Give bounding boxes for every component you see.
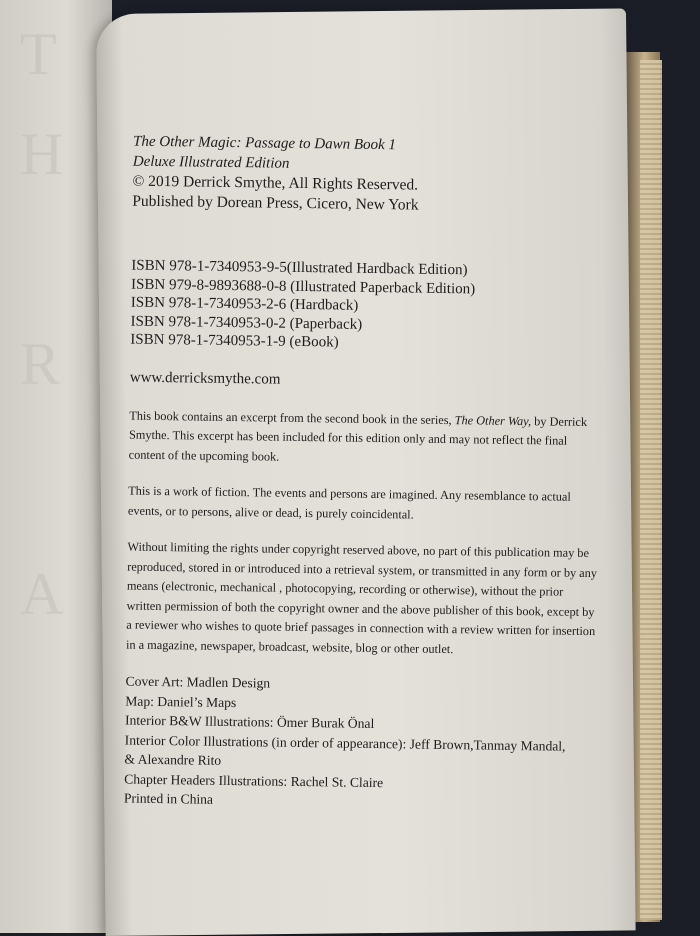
credit-bw-illustrations: Interior B&W Illustrations: Ömer Burak Önal (124, 713, 375, 732)
isbn-item: ISBN 978-1-7340953-2-6 (Hardback) (130, 294, 359, 314)
left-page-ghost-letter: T (20, 21, 57, 87)
excerpt-note-part2: by Derrick Smythe. This excerpt has been included for this edition only and may not reflect the final content of the upcoming book. (128, 414, 588, 464)
isbn-item: ISBN 978-1-7340953-0-2 (Paperback) (130, 313, 363, 333)
website-url: www.derricksmythe.com (129, 369, 281, 388)
printed-in: Printed in China (123, 791, 214, 808)
excerpt-note (129, 407, 600, 472)
credit-map: Map: Daniel’s Maps (125, 693, 237, 711)
left-page-ghost-letter: H (20, 121, 64, 187)
isbn-item: ISBN 978-1-7340953-1-9 (eBook) (130, 331, 339, 351)
excerpt-book-title: The Other Way, (454, 413, 532, 429)
book-page-edges (640, 60, 662, 920)
rights-notice: Without limiting the rights under copyright reserved above, no part of this publication may be reproduced, stored in or introduced into a retrieval system, or transmitted in any form or by any means (electronic, mechanical , photocopying, recording or otherwise), without the prior written permission of both the copyright owner and the above publisher of this book, except by a reviewer who wishes to quote brief passages in connection with a review written for insertion in a magazine, newspaper, broadcast, website, blog or other outlet. (125, 540, 598, 657)
edition-title: Deluxe Illustrated Edition (132, 153, 290, 172)
isbn-item: ISBN 978-1-7340953-9-5(Illustrated Hardback Edition) (131, 257, 468, 279)
credit-cover-art: Cover Art: Madlen Design (125, 674, 271, 692)
publisher-line: Published by Dorean Press, Cicero, New York (132, 192, 419, 214)
excerpt-note-part1: This book contains an excerpt from the second book in the series, (129, 408, 455, 428)
copyright-line: © 2019 Derrick Smythe, All Rights Reserved. (132, 172, 419, 194)
copyright-page (96, 8, 636, 935)
left-page (0, 0, 112, 933)
left-page-ghost-letter: R (20, 331, 61, 397)
copyright-text-block (124, 132, 603, 815)
isbn-item: ISBN 979-8-9893688-0-8 (Illustrated Paperback Edition) (130, 276, 476, 297)
left-page-ghost-letter: A (20, 561, 64, 627)
credit-color-illustrations: Interior Color Illustrations (in order of appearance): Jeff Brown,Tanmay Mandal, (124, 732, 566, 754)
credit-color-illustrations-cont: & Alexandre Rito (124, 752, 222, 769)
isbn-list (130, 257, 601, 357)
fiction-disclaimer: This is a work of fiction. The events and persons are imagined. Any resemblance to actual events, or to persons, alive or dead, is purely coincidental. (127, 484, 571, 522)
credits-list (124, 672, 596, 815)
title-block (132, 132, 603, 219)
credit-chapter-headers: Chapter Headers Illustrations: Rachel St. Claire (124, 771, 384, 791)
book-title: The Other Magic: Passage to Dawn Book 1 (132, 133, 397, 154)
